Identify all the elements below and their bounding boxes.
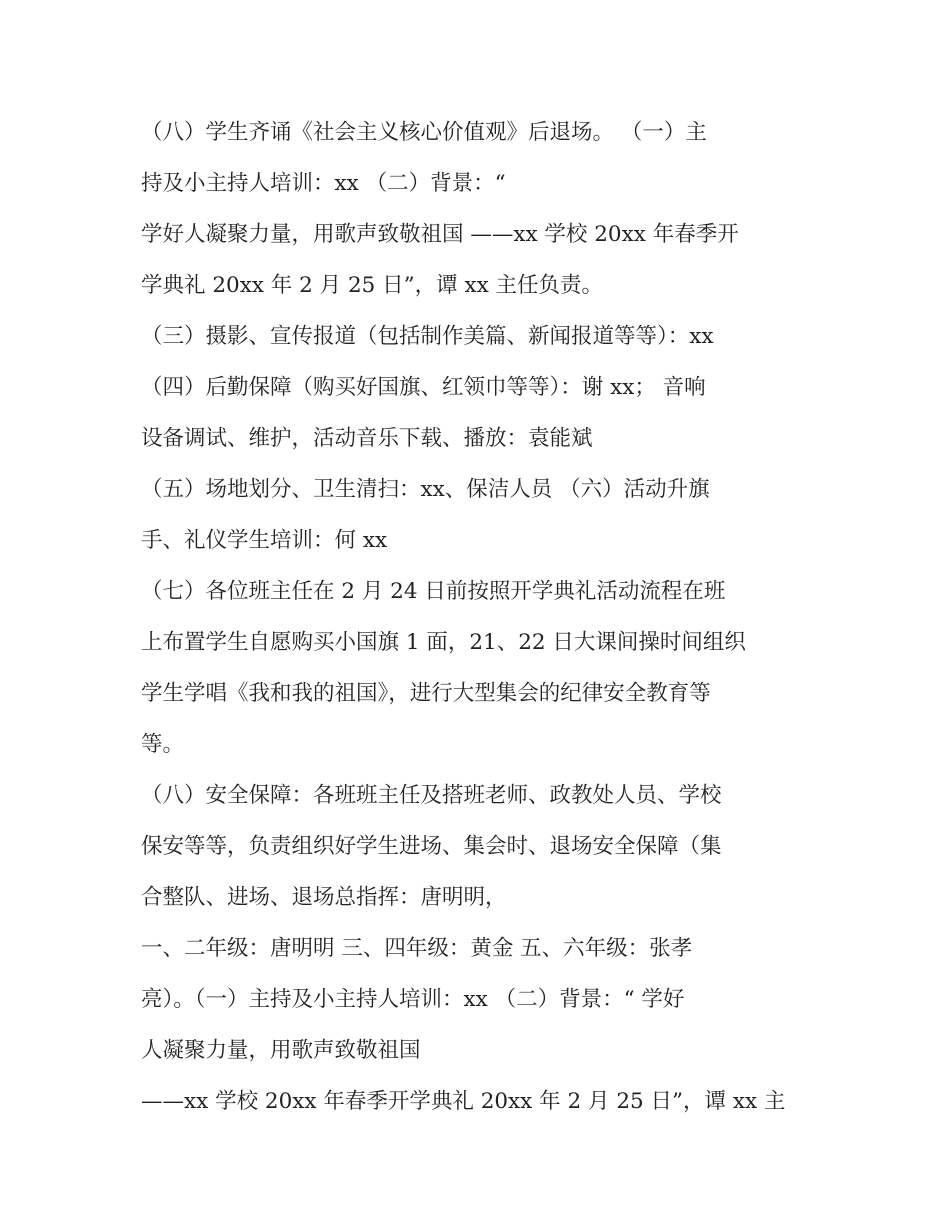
document-body [141,107,821,1127]
text-line: （七）各位班主任在 2 月 24 日前按照开学典礼活动流程在班 [141,579,726,604]
text-line: 手、礼仪学生培训：何 xx [141,528,388,553]
text-line: 设备调试、维护，活动音乐下载、播放：袁能斌 [141,426,593,451]
text-line: （五）场地划分、卫生清扫：xx、保洁人员 （六）活动升旗 [141,477,710,502]
text-line: 持及小主持人培训：xx （二）背景：“ [141,171,506,196]
text-line: 合整队、进场、退场总指挥：唐明明， [141,885,507,910]
text-line: 上布置学生自愿购买小国旗 1 面，21、22 日大课间操时间组织 [141,630,746,655]
text-line: （八）学生齐诵《社会主义核心价值观》后退场。 （一）主 [141,120,707,145]
text-line: （四）后勤保障（购买好国旗、红领巾等等）：谢 xx； 音响 [141,375,706,400]
text-line: 等。 [141,732,185,757]
text-line: （三）摄影、宣传报道（包括制作美篇、新闻报道等等）：xx [141,324,714,349]
text-line: 保安等等，负责组织好学生进场、集会时、退场安全保障（集 [141,834,722,859]
text-line: 学生学唱《我和我的祖国》，进行大型集会的纪律安全教育等 [141,681,711,706]
text-line: 一、二年级：唐明明 三、四年级：黄金 五、六年级：张孝 [141,936,693,961]
text-line: 亮）。（一）主持及小主持人培训：xx （二）背景：“ 学好 [141,987,685,1012]
text-line: 学典礼 20xx 年 2 月 25 日”，谭 xx 主任负责。 [141,273,604,298]
text-line: ——xx 学校 20xx 年春季开学典礼 20xx 年 2 月 25 日”，谭 xx 主 [141,1089,786,1114]
text-line: 学好人凝聚力量，用歌声致敬祖国 ——xx 学校 20xx 年春季开 [141,222,739,247]
text-line: （八）安全保障：各班班主任及搭班老师、政教处人员、学校 [141,783,722,808]
text-line: 人凝聚力量，用歌声致敬祖国 [141,1038,421,1063]
